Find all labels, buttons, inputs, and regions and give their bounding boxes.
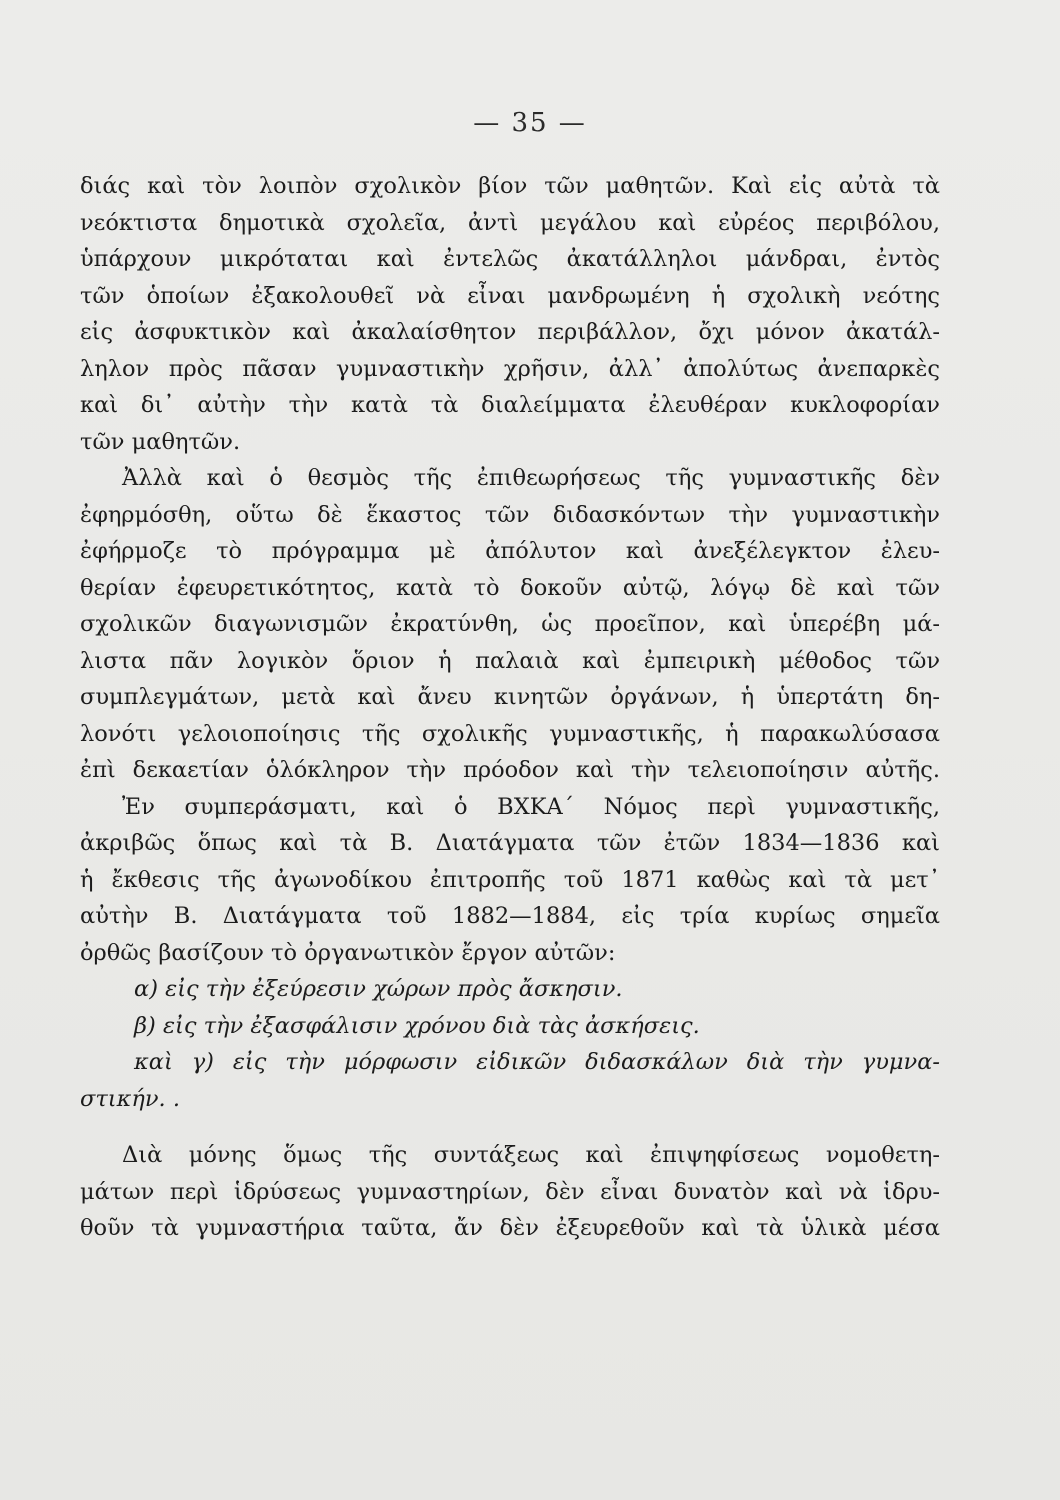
paragraph-2 (80, 460, 940, 789)
text-line: ὀρθῶς βασίζουν τὸ ὀργανωτικὸν ἔργον αὐτῶν: (80, 939, 616, 966)
body-text (80, 168, 940, 1247)
text-line: ἀκριβῶς ὅπως καὶ τὰ Β. Διατάγματα τῶν ἐτῶν 1834—1836 καὶ (80, 830, 940, 856)
paragraph-1 (80, 168, 940, 460)
list (80, 971, 940, 1117)
text-line: θοῦν τὰ γυμναστήρια ταῦτα, ἄν δὲν ἐξευρεθοῦν καὶ τὰ ὑλικὰ μέσα (80, 1215, 940, 1241)
paragraph-3 (80, 789, 940, 972)
text-line: ἐφήρμοζε τὸ πρόγραμμα μὲ ἀπόλυτον καὶ ἀνεξέλεγκτον ἐλευ- (80, 538, 940, 564)
text-line: Διὰ μόνης ὅμως τῆς συντάξεως καὶ ἐπιψηφίσεως νομοθετη- (122, 1142, 940, 1168)
list-item: β) εἰς τὴν ἐξασφάλισιν χρόνου διὰ τὰς ἀσκήσεις. (134, 1012, 700, 1039)
text-line: λιστα πᾶν λογικὸν ὅριον ἡ παλαιὰ καὶ ἐμπειρικὴ μέθοδος τῶν (80, 647, 940, 674)
paragraph-5 (80, 1137, 940, 1247)
list-item-continuation: στικήν. . (80, 1085, 180, 1112)
text-line: ὑπάρχουν μικρόταται καὶ ἐντελῶς ἀκατάλληλοι μάνδραι, ἐντὸς (80, 246, 940, 272)
text-line: μάτων περὶ ἱδρύσεως γυμναστηρίων, δὲν εἶναι δυνατὸν καὶ νὰ ἱδρυ- (80, 1178, 940, 1205)
spacer (80, 1117, 940, 1137)
text-line: ἐπὶ δεκαετίαν ὁλόκληρον τὴν πρόοδον καὶ τὴν τελειοποίησιν αὐτῆς. (80, 757, 940, 783)
text-line: Ἀλλὰ καὶ ὁ θεσμὸς τῆς ἐπιθεωρήσεως τῆς γυμναστικῆς δὲν (122, 465, 940, 491)
text-line: λονότι γελοιοποίησις τῆς σχολικῆς γυμναστικῆς, ἡ παρακωλύσασα (80, 720, 940, 747)
text-line: καὶ δι᾽ αὐτὴν τὴν κατὰ τὰ διαλείμματα ἐλευθέραν κυκλοφορίαν (80, 392, 940, 418)
page-number: — 35 — (473, 108, 587, 138)
text-line: σχολικῶν διαγωνισμῶν ἐκρατύνθη, ὡς προεῖπον, καὶ ὑπερέβη μά- (80, 611, 940, 637)
list-item: καὶ γ) εἰς τὴν μόρφωσιν εἰδικῶν διδασκάλων διὰ τὴν γυμνα- (134, 1049, 940, 1075)
text-line: Ἐν συμπεράσματι, καὶ ὁ ΒΧΚΑ´ Νόμος περὶ γυμναστικῆς, (122, 793, 940, 820)
text-line: τῶν ὁποίων ἐξακολουθεῖ νὰ εἶναι μανδρωμένη ἡ σχολικὴ νεότης (80, 282, 940, 309)
text-line: τῶν μαθητῶν. (80, 428, 241, 455)
text-line: ἐφηρμόσθη, οὕτω δὲ ἕκαστος τῶν διδασκόντων τὴν γυμναστικὴν (80, 501, 940, 528)
text-line: εἰς ἀσφυκτικὸν καὶ ἀκαλαίσθητον περιβάλλον, ὄχι μόνον ἀκατάλ- (80, 319, 940, 345)
text-line: ληλον πρὸς πᾶσαν γυμναστικὴν χρῆσιν, ἀλλ᾽ ἀπολύτως ἀνεπαρκὲς (80, 355, 940, 382)
list-item: α) εἰς τὴν ἐξεύρεσιν χώρων πρὸς ἄσκησιν. (134, 976, 623, 1002)
text-line: ἡ ἔκθεσις τῆς ἀγωνοδίκου ἐπιτροπῆς τοῦ 1871 καθὼς καὶ τὰ μετ᾽ (80, 866, 940, 893)
text-line: θερίαν ἐφευρετικότητος, κατὰ τὸ δοκοῦν αὐτῷ, λόγῳ δὲ καὶ τῶν (80, 574, 940, 601)
text-line: διάς καὶ τὸν λοιπὸν σχολικὸν βίον τῶν μαθητῶν. Καὶ εἰς αὐτὰ τὰ (80, 173, 940, 199)
text-line: συμπλεγμάτων, μετὰ καὶ ἄνευ κινητῶν ὀργάνων, ἡ ὑπερτάτη δη- (80, 684, 940, 710)
text-line: αὐτὴν Β. Διατάγματα τοῦ 1882—1884, εἰς τρία κυρίως σημεῖα (80, 903, 940, 929)
text-line: νεόκτιστα δημοτικὰ σχολεῖα, ἀντὶ μεγάλου καὶ εὐρέος περιβόλου, (80, 209, 940, 236)
